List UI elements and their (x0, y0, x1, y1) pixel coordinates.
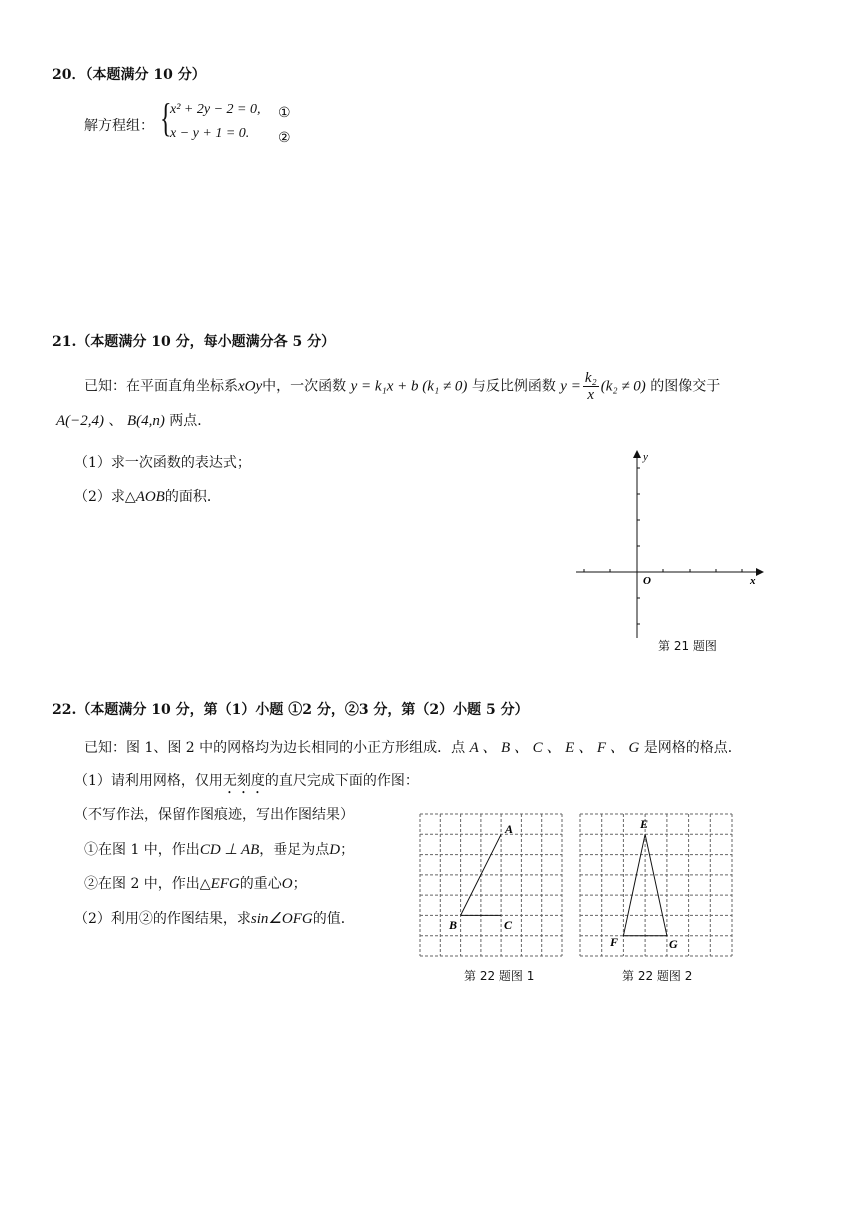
q22-figure1 (418, 812, 566, 960)
q22-text: ①在图 1 中，作出 (84, 842, 200, 858)
q21-frac-den: x (587, 387, 595, 403)
q22-text: ； (340, 842, 355, 858)
q21-heading: 21.（本题满分 10 分，每小题满分各 5 分） (52, 334, 336, 350)
q22-item2-tri: EFG (210, 876, 240, 892)
q21-text: 的面积． (164, 489, 221, 505)
q21-fraction (583, 370, 599, 403)
q22-item1 (84, 839, 354, 859)
q22-note: （不写作法，保留作图痕迹，写出作图结果） (74, 807, 354, 823)
q22-text: 已知：图 1、图 2 中的网格均为边长相同的小正方形组成．点 (84, 740, 466, 756)
q21-caption: 第 21 题图 (658, 639, 717, 653)
y-axis-arrow-icon (633, 450, 641, 458)
q20-eq1: x² + 2y − 2 = 0, (170, 102, 261, 117)
q22-text: 的重心 (239, 876, 282, 892)
q22-item1-d: D (329, 842, 341, 858)
q22-heading: 22.（本题满分 10 分，第（1）小题 ①2 分，②3 分，第（2）小题 5 分） (52, 702, 529, 718)
q21-axes-figure (570, 448, 770, 643)
q22-text: ； (292, 876, 307, 892)
q21-sub2 (74, 486, 221, 506)
q21-line1 (84, 370, 720, 403)
q22-text: ②在图 2 中，作出△ (84, 876, 211, 892)
q21-text: 中，一次函数 (262, 378, 347, 395)
q22-task1 (74, 770, 419, 797)
q21-recip-cond: (k₂ ≠ 0) (600, 378, 646, 395)
q21-text: 已知：在平面直角坐标系 (84, 378, 238, 395)
y-axis-label: y (643, 451, 648, 463)
fig1-grid (420, 814, 562, 956)
q21-tri: AOB (135, 489, 165, 505)
q22-text: （2）利用②的作图结果，求 (74, 911, 251, 927)
q22-item1-math: CD ⊥ AB (199, 842, 260, 858)
q22-emph: 无刻度 (222, 773, 265, 789)
q21-frac-num: k₂ (584, 370, 597, 386)
q20-eq2: x − y + 1 = 0. (170, 126, 250, 141)
q22-fig1-caption: 第 22 题图 1 (464, 969, 535, 983)
q21-linear: y = k₁x + b (k₁ ≠ 0) (350, 378, 468, 395)
q22-fig2-caption: 第 22 题图 2 (622, 969, 693, 983)
q22-line1 (84, 736, 742, 757)
q21-coord: xOy (238, 378, 263, 395)
q22-figure2 (578, 812, 736, 960)
q21-text: 的图像交于 (650, 378, 721, 395)
q21-sub1: （1）求一次函数的表达式； (74, 455, 251, 471)
q21-text: 与反比例函数 (471, 378, 556, 395)
q22-text: （1）请利用网格，仅用 (74, 773, 223, 789)
q21-text: （2）求△ (74, 489, 136, 505)
q20-intro: 解方程组： (84, 118, 154, 134)
x-axis-label: x (750, 575, 756, 587)
q22-text: 是网格的格点． (643, 740, 742, 756)
q21-sep: 、 (108, 413, 123, 429)
q22-task2 (74, 908, 355, 928)
q22-points: A 、 B 、 C 、 E 、 F 、 G (469, 740, 640, 756)
q22-text: 的值． (312, 911, 355, 927)
q22-text: ，垂足为点 (259, 842, 330, 858)
q22-text: 的直尺完成下面的作图： (264, 773, 419, 789)
q22-task2-math: sin∠OFG (250, 911, 313, 927)
point-g-label: G (669, 937, 678, 951)
q20-eq1-mark: ① (278, 105, 291, 121)
brace-icon: { (160, 95, 172, 140)
point-f-label: F (610, 935, 619, 949)
q21-line2 (56, 410, 211, 430)
x-axis-arrow-icon (756, 568, 764, 576)
point-c-label: C (504, 918, 513, 932)
q21-point-a: A(−2,4) (56, 413, 105, 429)
point-e-label: E (640, 817, 649, 831)
point-b-label: B (449, 918, 458, 932)
q20-eq2-mark: ② (278, 130, 291, 146)
q21-text: 两点． (169, 413, 212, 429)
q20-heading: 20．（本题满分 10 分） (52, 67, 206, 83)
q21-point-b: B(4,n) (126, 413, 165, 429)
origin-label: O (643, 575, 651, 587)
q21-recip-lhs: y = (560, 378, 581, 395)
q22-item2 (84, 873, 307, 893)
point-a-label: A (505, 822, 514, 836)
q22-item2-o: O (281, 876, 293, 892)
